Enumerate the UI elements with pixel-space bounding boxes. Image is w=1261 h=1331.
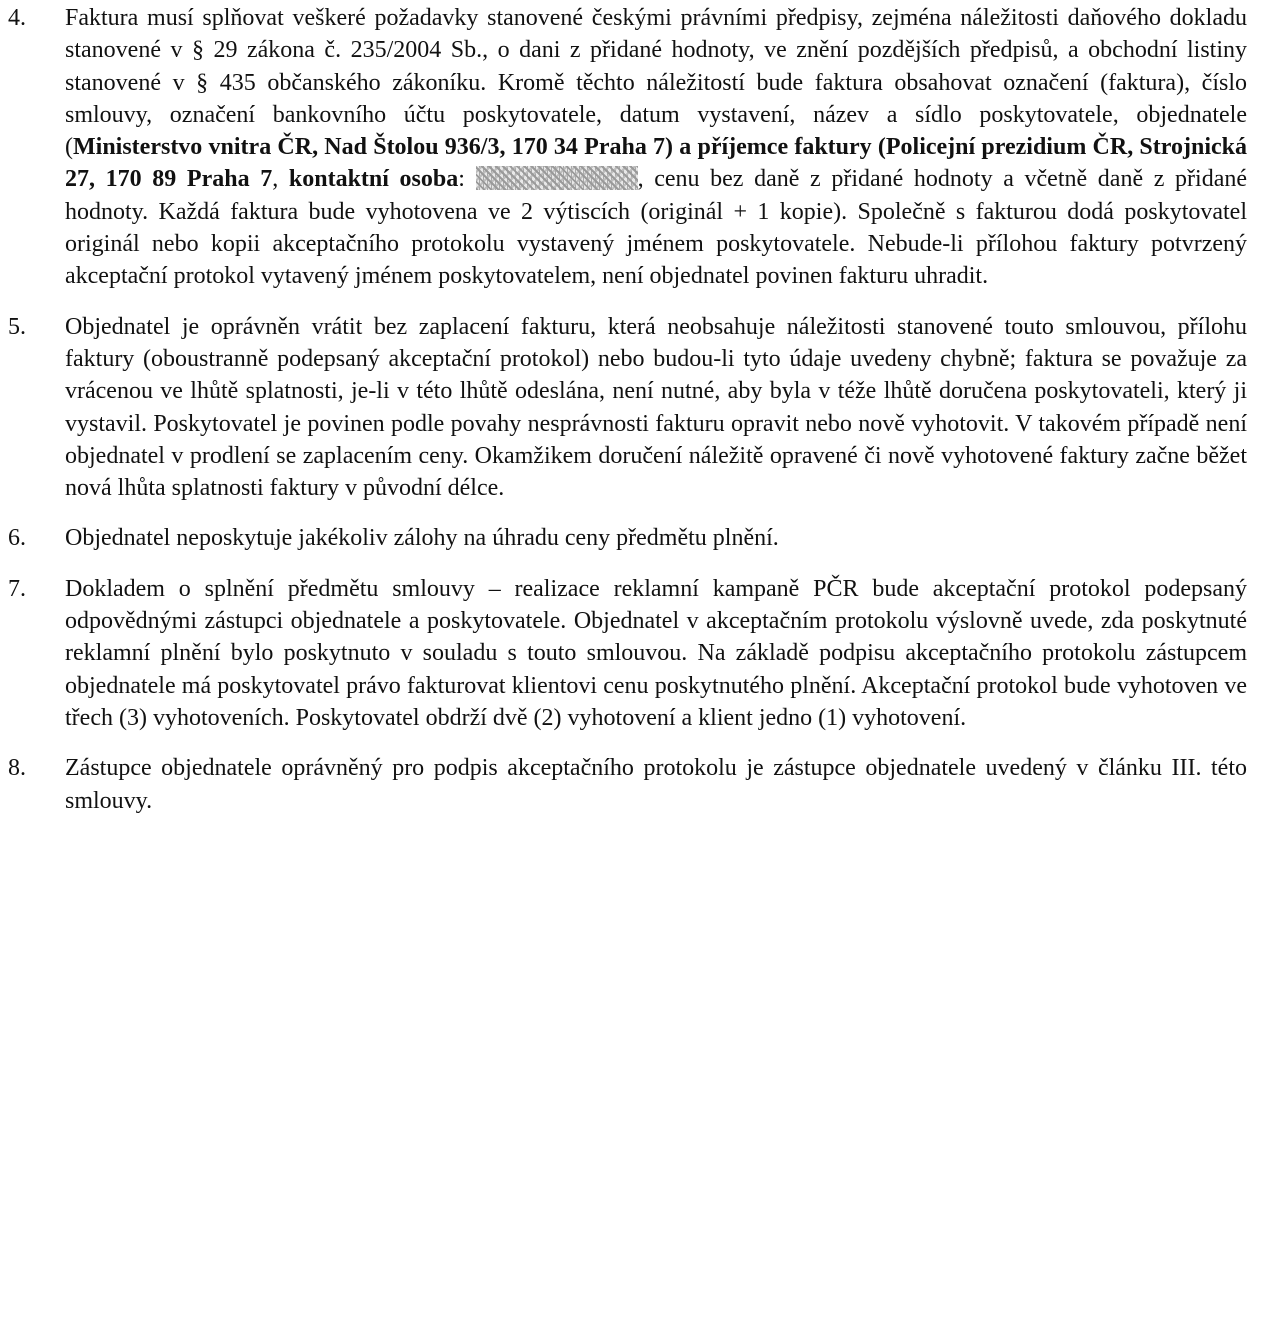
clause-number: 8. — [8, 755, 26, 782]
clause-8 — [0, 752, 1261, 817]
clause-text-part: : — [458, 166, 476, 193]
document-page — [0, 2, 1261, 835]
clause-text-bold: kontaktní osoba — [288, 166, 459, 193]
clause-number: 6. — [8, 525, 26, 552]
clause-text: Zástupce objednatele oprávněný pro podpis akceptačního protokolu je zástupce objednatele uvedený v článku III. této smlouvy. — [65, 755, 1247, 814]
clause-6 — [0, 522, 1261, 554]
clause-text: Objednatel neposkytuje jakékoliv zálohy na úhradu ceny předmětu plnění. — [65, 525, 779, 552]
clause-text: Dokladem o splnění předmětu smlouvy – realizace reklamní kampaně PČR bude akceptační protokol podepsaný odpovědnými zástupci objednatele a poskytovatele. Objednatel v akceptačním protokolu výslovně uvede, zda poskytnuté reklamní plnění bylo poskytnuto v souladu s touto smlouvou. Na základě podpisu akceptačního protokolu zástupcem objednatele má poskytovatel právo fakturovat klientovi cenu poskytnutého plnění. Akceptační protokol bude vyhotoven ve třech (3) vyhotoveních. Poskytovatel obdrží dvě (2) vyhotovení a klient jedno (1) vyhotovení. — [65, 575, 1247, 731]
clause-text-part: , cenu bez daně z přidané hodnoty a včetně daně z přidané hodnoty. Každá faktura bude vyhotovena ve 2 výtiscích (originál + 1 kopie). Společně s fakturou dodá poskytovatel originál nebo kopii akceptačního protokolu vystavený jménem poskytovatele. Nebude-li přílohou faktury potvrzený akceptační protokol vytavený jménem poskytovatelem, není objednatel povinen fakturu uhradit. — [65, 166, 1247, 290]
clause-text-bold: Ministerstvo vnitra ČR, Nad Štolou 936/3, 170 34 Praha 7) a příjemce faktury (Policejní prezidium ČR, Strojnická 27, 170 89 Praha 7 — [65, 134, 1247, 193]
clause-number: 7. — [8, 575, 26, 602]
clause-7 — [0, 573, 1261, 734]
redacted-contact — [476, 166, 638, 190]
clause-4 — [0, 2, 1261, 293]
clause-5 — [0, 311, 1261, 505]
clause-number: 5. — [8, 313, 26, 340]
clause-text: Objednatel je oprávněn vrátit bez zaplacení fakturu, která neobsahuje náležitosti stanovené touto smlouvou, přílohu faktury (oboustranně podepsaný akceptační protokol) nebo budou-li tyto údaje uvedeny chybně; faktura se považuje za vrácenou ve lhůtě splatnosti, je-li v této lhůtě odeslána, není nutné, aby byla v téže lhůtě doručena poskytovateli, který ji vystavil. Poskytovatel je povinen podle povahy nesprávnosti fakturu opravit nebo nově vyhotovit. V takovém případě není objednatel v prodlení se zaplacením ceny. Okamžikem doručení náležitě opravené či nově vyhotovené faktury začne běžet nová lhůta splatnosti faktury v původní délce. — [65, 313, 1247, 502]
clause-text-part: , — [272, 166, 289, 193]
clause-text — [65, 2, 1247, 293]
clause-number: 4. — [8, 5, 26, 31]
clause-text-part: Faktura musí splňovat veškeré požadavky stanovené českými právními předpisy, zejména náležitosti daňového dokladu stanovené v § 29 zákona č. 235/2004 Sb., o dani z přidané hodnoty, ve znění pozdějších předpisů, a obchodní listiny stanovené v § 435 občanského zákoníku. Kromě těchto náležitostí bude faktura obsahovat označení (faktura), číslo smlouvy, označení bankovního účtu poskytovatele, datum vystavení, název a sídlo poskytovatele, objednatele ( — [65, 5, 1247, 161]
